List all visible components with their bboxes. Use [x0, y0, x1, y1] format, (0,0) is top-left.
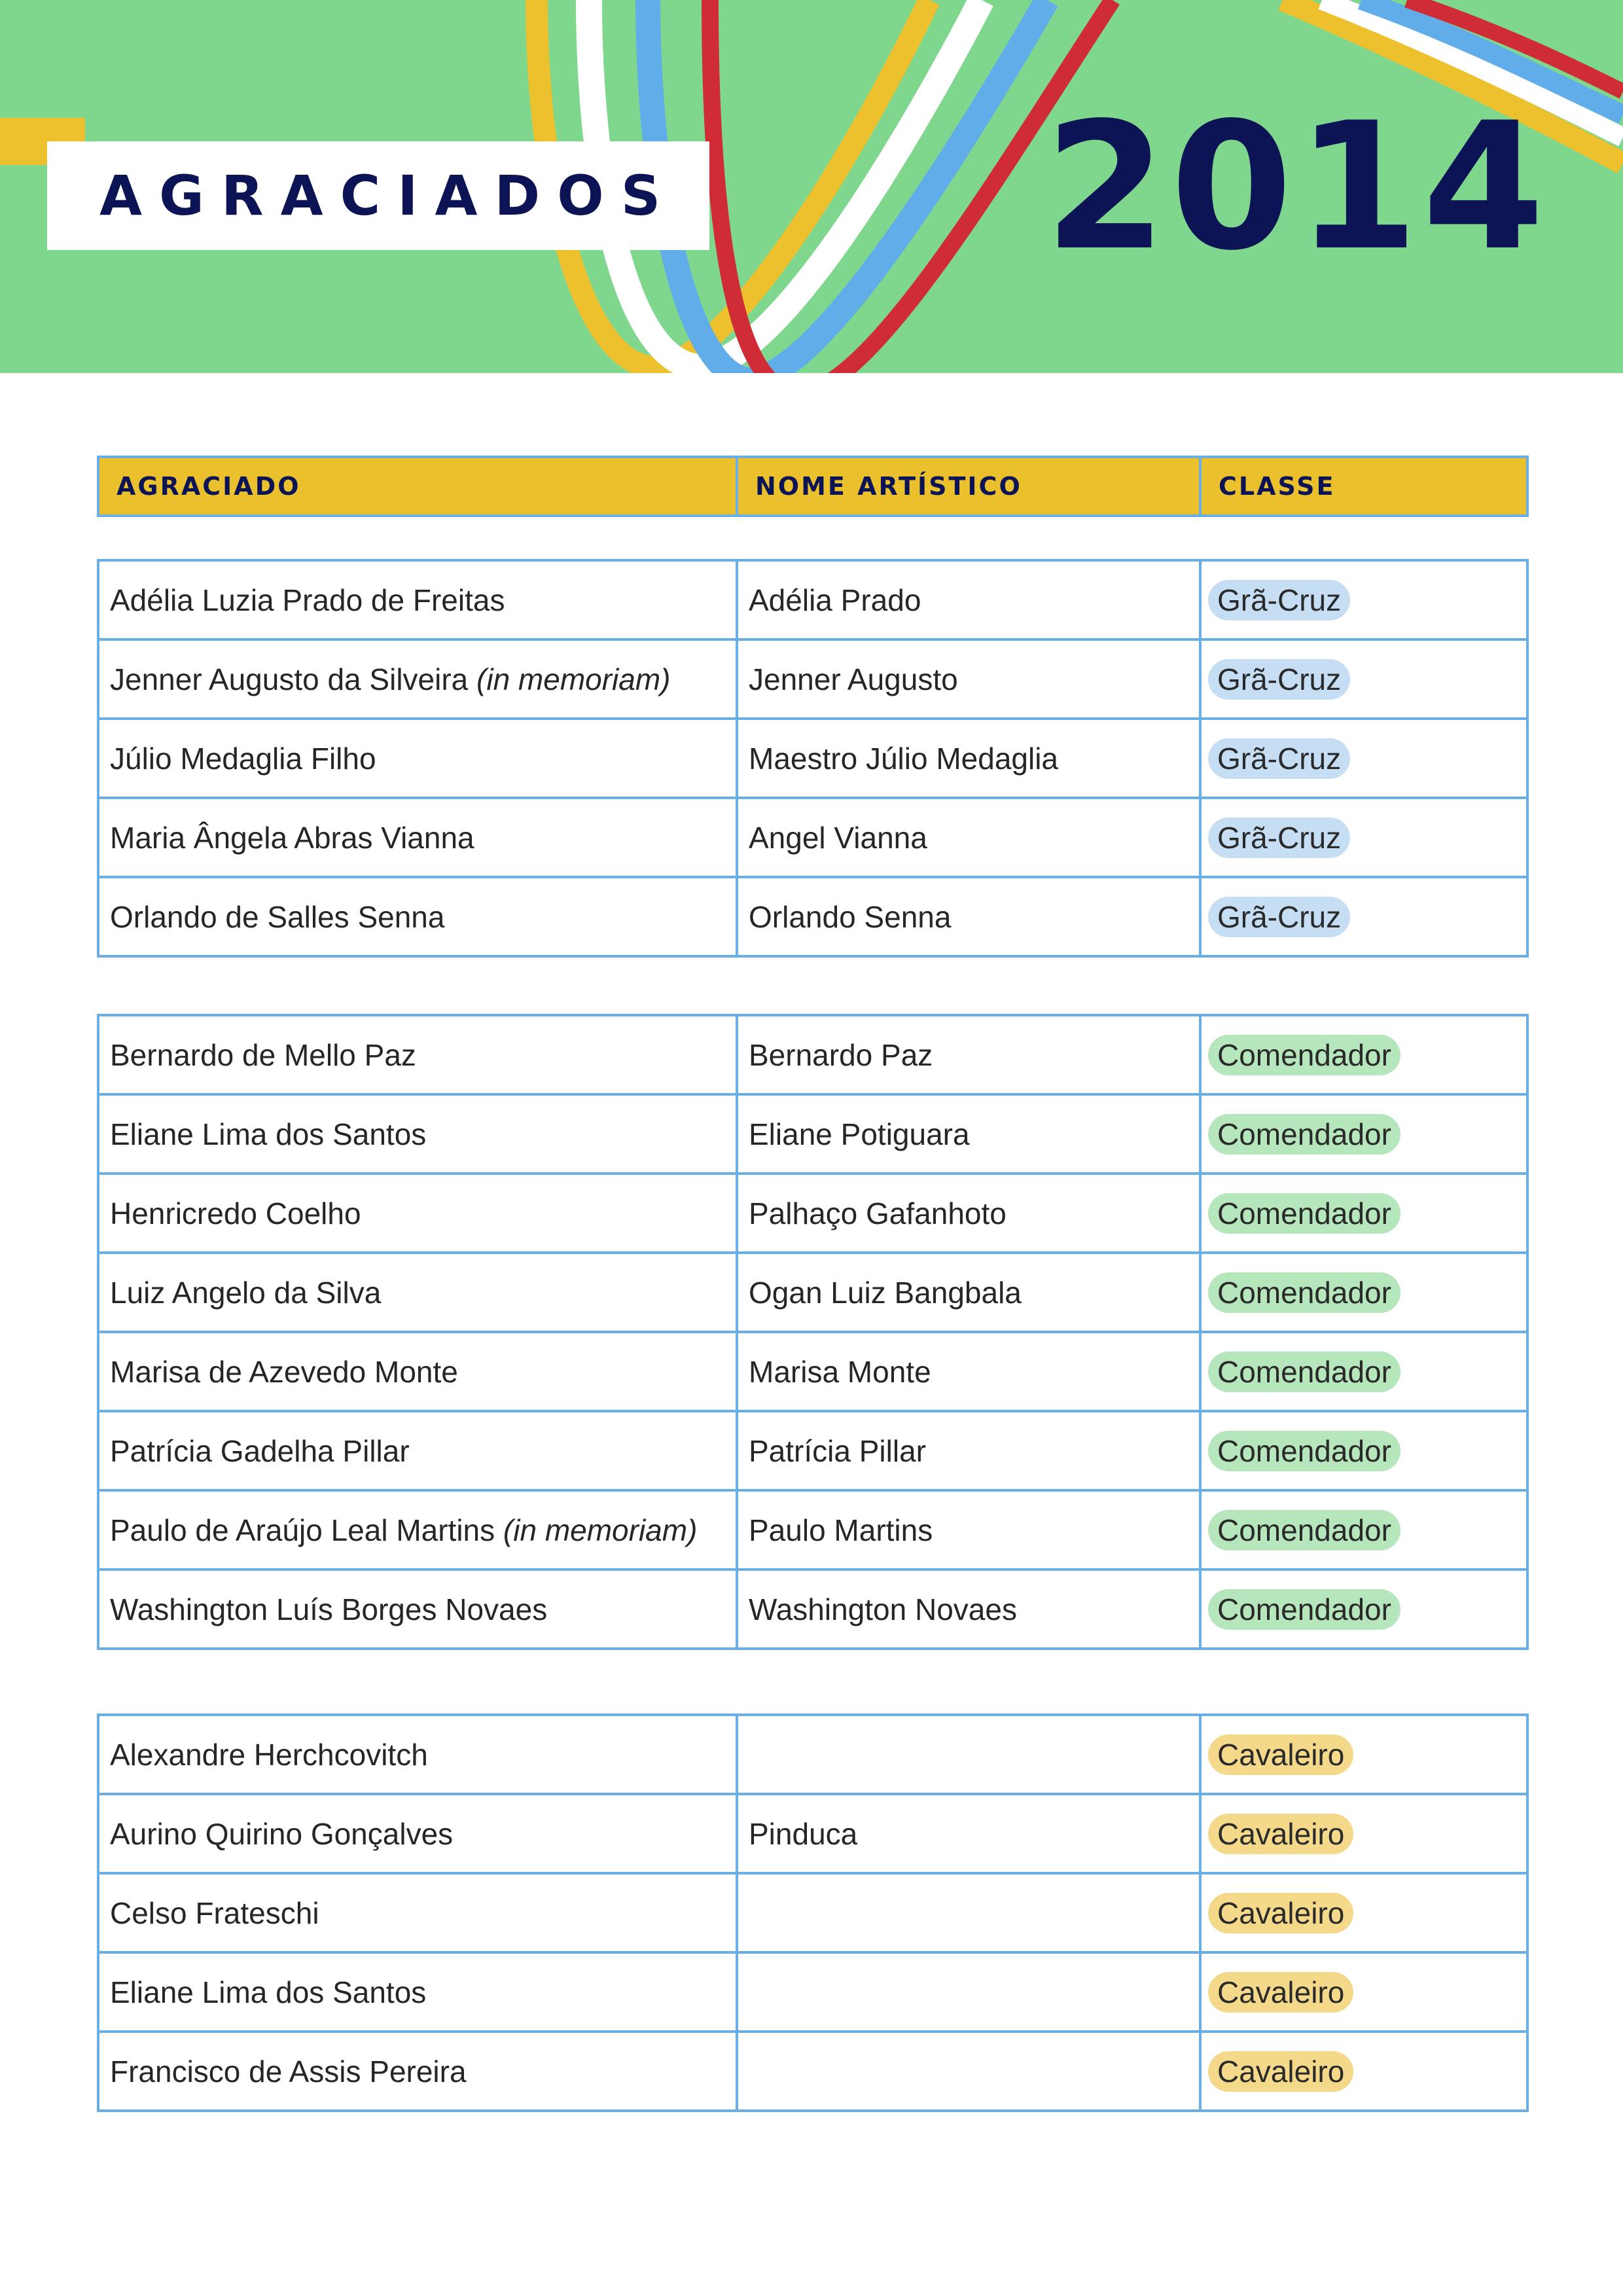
class-badge: Cavaleiro [1208, 1893, 1353, 1933]
cell-classe [1200, 1952, 1527, 2032]
table-row [98, 877, 1527, 956]
class-badge: Cavaleiro [1208, 2051, 1353, 2092]
cell-agraciado [98, 2032, 737, 2111]
table-row [98, 1094, 1527, 1174]
class-badge: Cavaleiro [1208, 1814, 1353, 1854]
class-badge: Grã-Cruz [1208, 897, 1350, 937]
table-row [98, 560, 1527, 639]
header-row [98, 457, 1527, 516]
year-label: 2014 [1044, 85, 1548, 289]
class-badge: Grã-Cruz [1208, 738, 1350, 779]
cell-nome-artistico: Patrícia Pillar [737, 1411, 1200, 1490]
cell-nome-artistico: Jenner Augusto [737, 639, 1200, 719]
cell-agraciado [98, 1794, 737, 1873]
table-row [98, 1490, 1527, 1570]
cell-agraciado [98, 1952, 737, 2032]
cell-nome-artistico [737, 1873, 1200, 1952]
cell-nome-artistico [737, 2032, 1200, 2111]
class-badge: Comendador [1208, 1035, 1400, 1075]
cell-nome-artistico: Paulo Martins [737, 1490, 1200, 1570]
cell-agraciado [98, 877, 737, 956]
cell-agraciado [98, 1490, 737, 1570]
table-row [98, 1794, 1527, 1873]
cell-nome-artistico [737, 1952, 1200, 2032]
cell-classe [1200, 1490, 1527, 1570]
table-row [98, 2032, 1527, 2111]
page-title: AGRACIADOS [99, 164, 678, 228]
cell-nome-artistico [737, 1715, 1200, 1794]
cell-agraciado [98, 560, 737, 639]
cell-classe [1200, 2032, 1527, 2111]
table-row [98, 719, 1527, 798]
table-header [97, 456, 1529, 517]
table-row [98, 1253, 1527, 1332]
cell-agraciado [98, 1873, 737, 1952]
class-badge: Grã-Cruz [1208, 580, 1350, 620]
class-badge: Comendador [1208, 1510, 1400, 1551]
cell-agraciado [98, 1411, 737, 1490]
column-header-agraciado: AGRACIADO [98, 457, 737, 516]
honoree-name: Jenner Augusto da Silveira [110, 662, 469, 696]
cell-nome-artistico: Washington Novaes [737, 1570, 1200, 1649]
honoree-name: Júlio Medaglia Filho [110, 741, 376, 776]
cell-nome-artistico: Maestro Júlio Medaglia [737, 719, 1200, 798]
in-memoriam-note: (in memoriam) [503, 1513, 698, 1547]
cell-nome-artistico: Orlando Senna [737, 877, 1200, 956]
honoree-name: Henricredo Coelho [110, 1196, 361, 1230]
cell-agraciado [98, 1715, 737, 1794]
honoree-name: Luiz Angelo da Silva [110, 1275, 382, 1310]
group-rows [98, 560, 1527, 956]
cell-agraciado [98, 1332, 737, 1411]
class-badge: Cavaleiro [1208, 1734, 1353, 1775]
cell-nome-artistico: Adélia Prado [737, 560, 1200, 639]
honoree-name: Paulo de Araújo Leal Martins [110, 1513, 495, 1547]
table-row [98, 1952, 1527, 2032]
honoree-name: Marisa de Azevedo Monte [110, 1354, 458, 1389]
class-badge: Comendador [1208, 1193, 1400, 1234]
cell-nome-artistico: Eliane Potiguara [737, 1094, 1200, 1174]
cell-agraciado [98, 798, 737, 877]
class-badge: Comendador [1208, 1352, 1400, 1392]
cell-classe [1200, 1094, 1527, 1174]
honoree-name: Eliane Lima dos Santos [110, 1117, 427, 1151]
table-row [98, 1873, 1527, 1952]
cell-classe [1200, 1794, 1527, 1873]
table-row [98, 1015, 1527, 1094]
cell-agraciado [98, 1094, 737, 1174]
class-badge: Comendador [1208, 1272, 1400, 1313]
table-row [98, 639, 1527, 719]
honoree-name: Adélia Luzia Prado de Freitas [110, 583, 505, 617]
cell-agraciado [98, 639, 737, 719]
table-row [98, 798, 1527, 877]
class-badge: Cavaleiro [1208, 1972, 1353, 2013]
header-banner [0, 0, 1623, 373]
cell-classe [1200, 1253, 1527, 1332]
cell-agraciado [98, 1174, 737, 1253]
cell-agraciado [98, 719, 737, 798]
class-badge: Comendador [1208, 1589, 1400, 1630]
cell-classe [1200, 560, 1527, 639]
cell-nome-artistico: Palhaço Gafanhoto [737, 1174, 1200, 1253]
cell-classe [1200, 1715, 1527, 1794]
honoree-name: Celso Frateschi [110, 1895, 319, 1930]
cell-classe [1200, 1411, 1527, 1490]
honoree-name: Aurino Quirino Gonçalves [110, 1816, 454, 1851]
class-badge: Grã-Cruz [1208, 817, 1350, 858]
group-rows [98, 1715, 1527, 2111]
group-comendador [97, 1014, 1529, 1650]
cell-agraciado [98, 1570, 737, 1649]
honoree-name: Bernardo de Mello Paz [110, 1037, 416, 1072]
cell-classe [1200, 1873, 1527, 1952]
class-badge: Comendador [1208, 1431, 1400, 1471]
cell-classe [1200, 719, 1527, 798]
cell-classe [1200, 1015, 1527, 1094]
cell-classe [1200, 1570, 1527, 1649]
cell-classe [1200, 877, 1527, 956]
group-gra-cruz [97, 559, 1529, 958]
honoree-name: Orlando de Salles Senna [110, 899, 445, 934]
cell-agraciado [98, 1253, 737, 1332]
title-box [47, 141, 709, 250]
table-row [98, 1570, 1527, 1649]
class-badge: Comendador [1208, 1114, 1400, 1155]
cell-classe [1200, 1174, 1527, 1253]
in-memoriam-note: (in memoriam) [476, 662, 671, 696]
cell-nome-artistico: Ogan Luiz Bangbala [737, 1253, 1200, 1332]
cell-classe [1200, 639, 1527, 719]
cell-classe [1200, 1332, 1527, 1411]
class-badge: Grã-Cruz [1208, 659, 1350, 700]
cell-nome-artistico: Bernardo Paz [737, 1015, 1200, 1094]
cell-agraciado [98, 1015, 737, 1094]
group-rows [98, 1015, 1527, 1649]
honoree-name: Eliane Lima dos Santos [110, 1975, 427, 2009]
honoree-name: Patrícia Gadelha Pillar [110, 1433, 410, 1468]
table-row [98, 1411, 1527, 1490]
honoree-name: Maria Ângela Abras Vianna [110, 820, 474, 855]
honoree-name: Alexandre Herchcovitch [110, 1737, 428, 1772]
cell-nome-artistico: Pinduca [737, 1794, 1200, 1873]
table-row [98, 1174, 1527, 1253]
cell-classe [1200, 798, 1527, 877]
cell-nome-artistico: Angel Vianna [737, 798, 1200, 877]
column-header-nome-artistico: NOME ARTÍSTICO [737, 457, 1200, 516]
honoree-name: Washington Luís Borges Novaes [110, 1592, 548, 1626]
group-cavaleiro [97, 1713, 1529, 2112]
column-header-classe: CLASSE [1200, 457, 1527, 516]
cell-nome-artistico: Marisa Monte [737, 1332, 1200, 1411]
table-row [98, 1715, 1527, 1794]
honoree-name: Francisco de Assis Pereira [110, 2054, 467, 2089]
table-row [98, 1332, 1527, 1411]
